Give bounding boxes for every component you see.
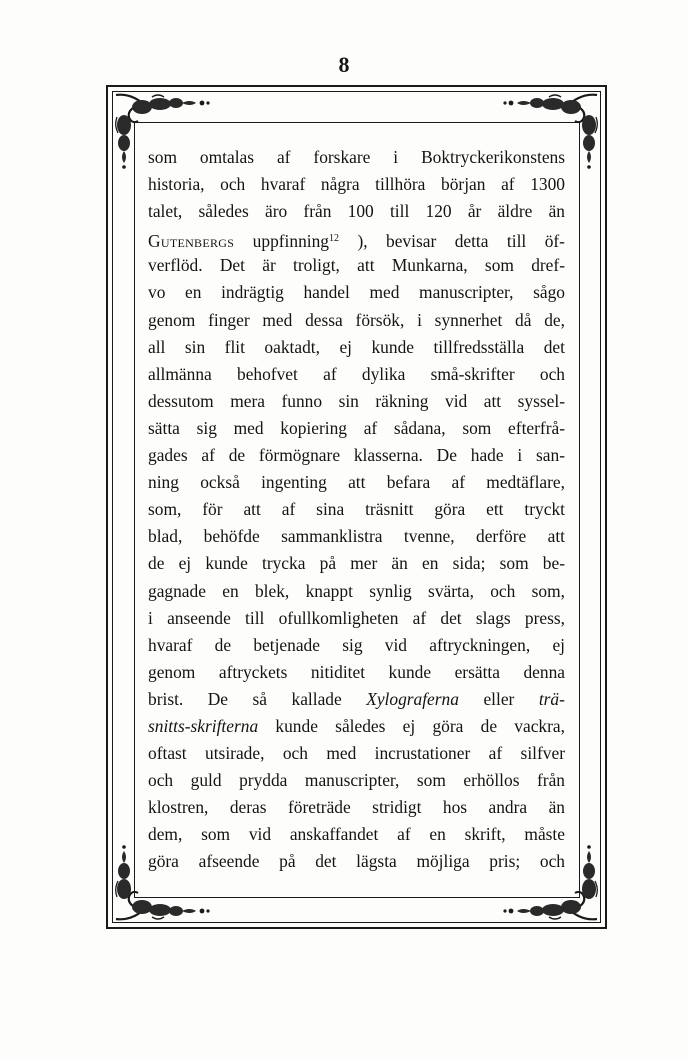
text-fragment: kallade <box>291 688 342 709</box>
text-fragment: bevisar <box>386 231 437 252</box>
text-fragment: vackra, <box>514 715 565 736</box>
text-line: gagnade en blek, knappt synlig svärta, och som, <box>148 580 565 601</box>
word <box>366 686 459 713</box>
text-line: de ej kunde trycka på mer än en sida; som be- <box>148 553 565 574</box>
text-line: sätta sig med kopiering af sådana, som efterfrå- <box>148 417 565 438</box>
text-line: oftast utsirade, och med incrustationer af silfver <box>148 743 565 764</box>
word <box>148 228 234 255</box>
text-fragment: så <box>252 688 268 709</box>
text-line: allmänna behofvet af dylika små-skrifter och <box>148 363 565 384</box>
word <box>455 228 489 255</box>
page-number: 8 <box>338 52 350 77</box>
word <box>514 713 565 740</box>
text-line: dem, som vid anskaffandet af en skrift, måste <box>148 824 565 845</box>
text-line: all sin flit oaktadt, ej kunde tillfredsställa det <box>148 336 565 357</box>
word <box>545 228 565 255</box>
text-line: gades af de förmögnare klasserna. De hade i san- <box>148 445 565 466</box>
word <box>386 228 436 255</box>
word <box>507 228 526 255</box>
text-line: som, för att af sina träsnitt göra ett tryckt <box>148 499 565 520</box>
text-line: vo en indrägtig handel med manuscripter, sågo <box>148 282 565 303</box>
text-line: klostren, deras företräde stridigt hos andra än <box>148 797 565 818</box>
word <box>481 713 497 740</box>
text-fragment: kunde <box>275 715 318 736</box>
word <box>483 686 514 713</box>
text-line: hvaraf de betjenade sig vid aftryckningen, ej <box>148 634 565 655</box>
text-line: genom finger med dessa försök, i synnerhet då de, <box>148 309 565 330</box>
text-fragment: de <box>480 715 498 736</box>
text-line: ning också ingenting att befara af medtäflare, <box>148 472 565 493</box>
word <box>403 713 416 740</box>
text-line: genom aftryckets nitiditet kunde ersätta denna <box>148 661 565 682</box>
word <box>253 686 268 713</box>
text-fragment: ), <box>357 231 368 252</box>
text-fragment: brist. <box>148 688 184 709</box>
word <box>292 686 342 713</box>
word <box>432 713 463 740</box>
footnote-mark: 12 <box>329 233 339 245</box>
text-line: och guld prydda manuscripter, som erhöllos från <box>148 770 565 791</box>
word <box>357 228 367 255</box>
author-name-smallcaps: Gutenbergs <box>148 231 235 252</box>
text-line: göra afseende på det lägsta möjliga pris; och <box>148 851 565 872</box>
text-line: som omtalas af forskare i Boktryckerikonstens <box>148 147 565 167</box>
text-line: blad, behöfde sammanklistra tvenne, derföre att <box>148 526 565 547</box>
text-line <box>148 713 565 740</box>
italic-term: Xylograferna <box>366 688 459 709</box>
text-fragment: göra <box>432 715 464 736</box>
word <box>539 686 565 713</box>
text-fragment: detta <box>454 231 489 252</box>
body-text <box>148 144 565 876</box>
text-line: dessutom mera funno sin räkning vid att syssel- <box>148 390 565 411</box>
text-fragment: öf- <box>544 231 565 252</box>
italic-term: trä- <box>538 688 565 709</box>
word <box>275 713 318 740</box>
text-fragment: således <box>335 715 386 736</box>
word <box>148 686 183 713</box>
text-line: talet, således äro från 100 till 120 år äldre än <box>148 201 565 222</box>
word <box>208 686 228 713</box>
text-fragment: uppfinning <box>252 231 329 252</box>
text-line <box>148 225 565 252</box>
text-fragment: ej <box>402 715 416 736</box>
word <box>335 713 385 740</box>
text-line: i anseende till ofullkomligheten af det slags press, <box>148 607 565 628</box>
text-fragment: eller <box>483 688 515 709</box>
text-fragment: till <box>506 231 527 252</box>
text-line: historia, och hvaraf några tillhöra början af 1300 <box>148 174 565 195</box>
italic-term: snitts-skrifterna <box>148 715 259 736</box>
text-line: verflöd. Det är troligt, att Munkarna, som dref- <box>148 255 565 276</box>
text-line <box>148 686 565 713</box>
word <box>253 225 339 255</box>
word <box>148 713 258 740</box>
text-fragment: De <box>207 688 229 709</box>
